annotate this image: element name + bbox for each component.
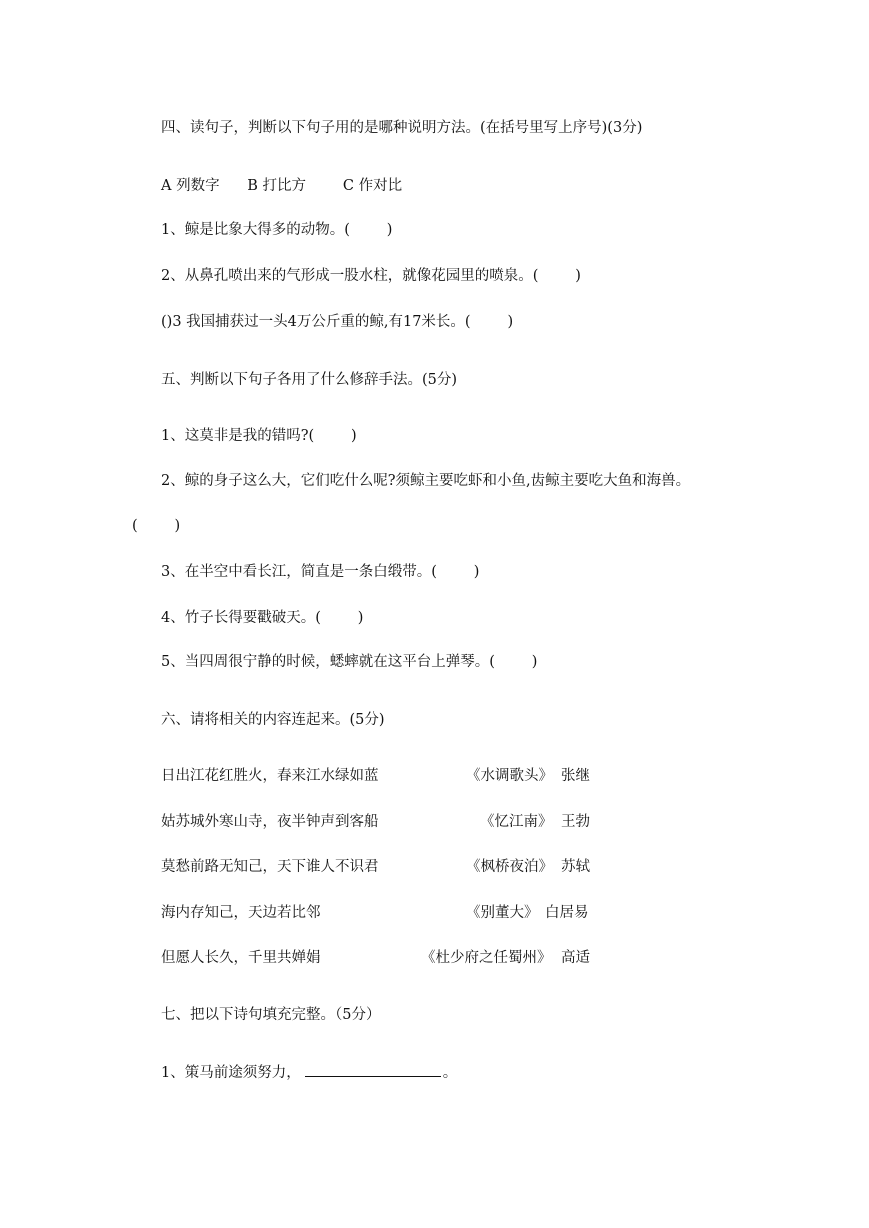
author-4: 白居易 [545,905,589,921]
section-4-options: A 列数字 B 打比方 C 作对比 [161,178,403,194]
section-7-item-1 [161,1062,457,1083]
section-4-item-3: ()3 我国捕获过一头4万公斤重的鲸,有17米长。( ) [161,314,514,330]
section-4-title: 四、读句子，判断以下句子用的是哪种说明方法。(在括号里写上序号)(3分) [161,120,643,136]
verse-4: 海内存知己，天边若比邻 [161,905,321,921]
section-5-item-5: 5、当四周很宁静的时候，蟋蟀就在这平台上弹琴。( ) [161,654,538,670]
section-5-title: 五、判断以下句子各用了什么修辞手法。(5分) [161,372,458,388]
poem-title-3: 《枫桥夜泊》 [466,859,553,875]
section-4-item-1: 1、鲸是比象大得多的动物。( ) [161,222,393,238]
verse-5: 但愿人长久，千里共婵娟 [161,950,321,966]
verse-2: 姑苏城外寒山寺，夜半钟声到客船 [161,814,379,830]
poem-title-2: 《忆江南》 [480,814,553,830]
section-7-item-1-prefix: 1、策马前途须努力， [161,1065,301,1081]
section-4-item-2: 2、从鼻孔喷出来的气形成一股水柱，就像花园里的喷泉。( ) [161,268,581,284]
verse-3: 莫愁前路无知己，天下谁人不识君 [161,859,379,875]
section-5-item-2: 2、鲸的身子这么大，它们吃什么呢?须鲸主要吃虾和小鱼,齿鲸主要吃大鱼和海兽。 [161,473,691,489]
author-1: 张继 [561,768,590,784]
section-5-item-3: 3、在半空中看长江，简直是一条白缎带。( ) [161,564,480,580]
section-5-item-4: 4、竹子长得要戳破天。( ) [161,610,364,626]
poem-title-5: 《杜少府之任蜀州》 [421,950,552,966]
section-5-item-1: 1、这莫非是我的错吗?( ) [161,428,357,444]
section-5-item-2-answer: ( ) [132,518,181,534]
verse-1: 日出江花红胜火，春来江水绿如蓝 [161,768,379,784]
poem-title-4: 《别董大》 [466,905,539,921]
section-7-item-1-suffix: 。 [442,1065,458,1081]
author-2: 王勃 [561,814,590,830]
section-6-title: 六、请将相关的内容连起来。(5分) [161,712,385,728]
poem-title-1: 《水调歌头》 [466,768,553,784]
fill-in-blank[interactable] [305,1062,441,1077]
section-7-title: 七、把以下诗句填充完整。（5分） [161,1007,381,1023]
author-3: 苏轼 [561,859,590,875]
author-5: 高适 [561,950,590,966]
